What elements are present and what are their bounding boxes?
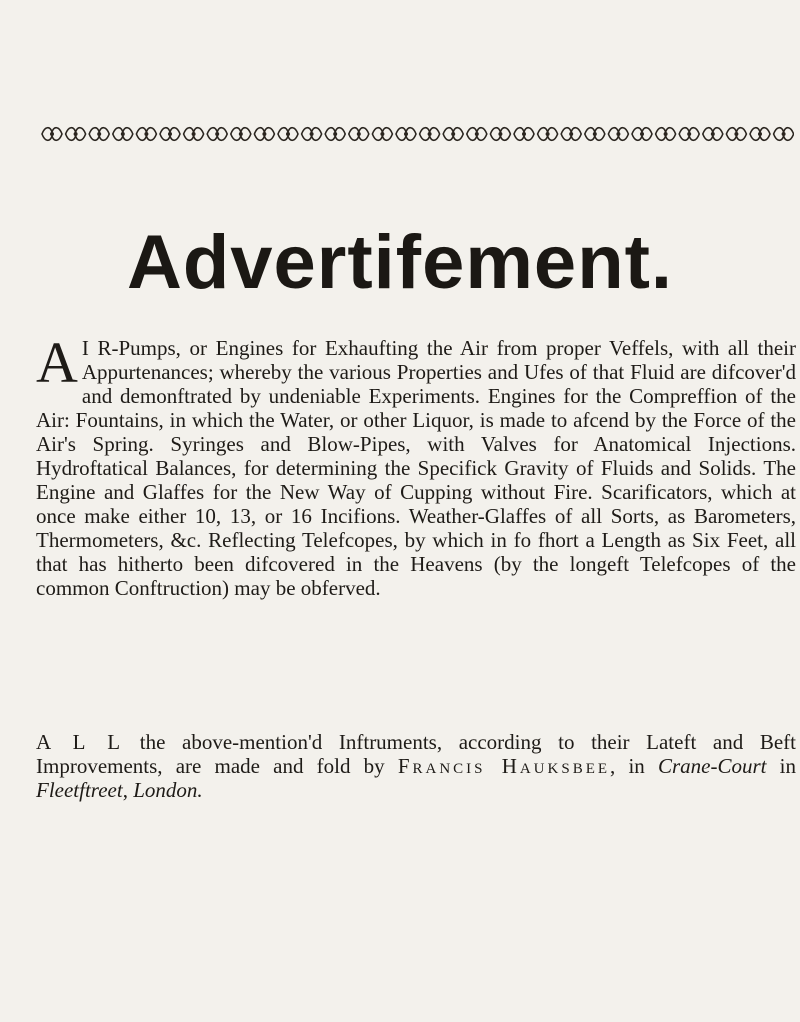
- place-court: Crane-Court: [657, 754, 767, 778]
- closing-middle: the above-mention'd Inftruments, according to their Lateft and Beft Improvements, are made and fold by: [36, 730, 796, 778]
- closing-sep: ,: [122, 778, 134, 802]
- closing-comma: , in: [610, 754, 658, 778]
- closing-in: in: [766, 754, 796, 778]
- closing-lead: A L L: [36, 730, 124, 754]
- page-title: Advertifement.: [126, 220, 674, 305]
- closing-paragraph: [36, 730, 796, 802]
- paragraph-text: I R-Pumps, or Engines for Exhaufting the Air from proper Veffels, with all their Appurtenances; whereby the various Properties and Ufes of that Fluid are difcover'd and demonftrated by undeniable Experiments. Engines for the Compreffion of the Air: Fountains, in which the Water, or other Liquor, is made to afcend by the Force of the Air's Spring. Syringes and Blow-Pipes, with Valves for Anatomical Injections. Hydroftatical Balances, for determining the Specifick Gravity of Fluids and Solids. The Engine and Glaffes for the New Way of Cupping without Fire. Scarificators, which at once make either 10, 13, or 16 Incifions. Weather-Glaffes of all Sorts, as Barometers, Thermometers, &c. Reflecting Telefcopes, by which in fo fhort a Length as Six Feet, all that has hitherto been difcovered in the Heavens (by the longeft Telefcopes of the common Conftruction) may be obferved.: [36, 336, 796, 600]
- drop-cap: A: [36, 330, 78, 395]
- fleuron-border-icon: [40, 124, 794, 144]
- place-street: Fleetftreet: [36, 778, 123, 802]
- place-city: London.: [133, 778, 203, 802]
- maker-name: Francis Hauksbee: [397, 754, 611, 778]
- advertisement-paragraph: [36, 330, 796, 600]
